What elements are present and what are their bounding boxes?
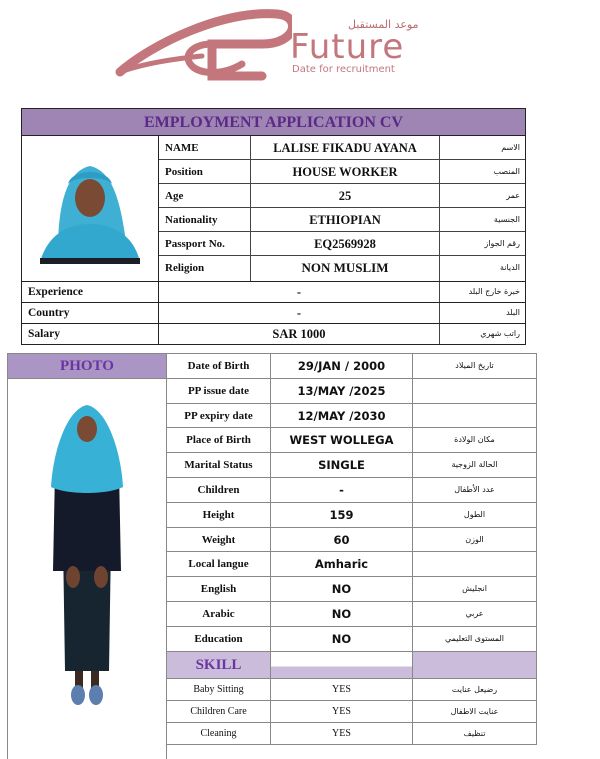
row-label: Arabic [167,602,271,626]
row-value: 13/MAY /2025 [271,379,413,403]
detail-row-weight [167,528,536,553]
row-value: NO [271,627,413,651]
row-arabic-label: الطول [463,509,486,519]
photo-header: PHOTO [8,354,166,379]
row-value: - [271,478,413,502]
skill-header: SKILL [167,652,271,678]
company-logo [112,4,452,88]
detail-row-height [167,503,536,528]
detail-row-pp-expiry-date [167,404,536,429]
details-table [7,353,537,759]
row-arabic-label: تاريخ الميلاد [455,361,494,370]
skill-arabic-label: رضيعل عنايت [451,684,498,694]
row-arabic-label: الوزن [465,534,484,544]
row-arabic-label: البلد [506,308,520,317]
row-label: Date of Birth [167,354,271,378]
row-value: - [159,303,440,323]
row-value: 60 [271,528,413,552]
headshot-portrait-icon [38,154,142,264]
row-label: Age [159,184,251,207]
row-label: Country [22,303,159,323]
row-label: Marital Status [167,453,271,477]
detail-row-children [167,478,536,503]
row-arabic-label: الجنسية [493,215,520,224]
logo-swirl-icon [112,4,292,88]
row-value: SINGLE [271,453,413,477]
skill-value: YES [271,723,413,744]
row-value: 159 [271,503,413,527]
row-arabic-label [413,404,536,428]
row-arabic-label [413,552,536,576]
cv-row-position [159,160,525,184]
cv-row-passport [159,232,525,256]
row-value: NO [271,577,413,601]
row-value: EQ2569928 [251,232,440,255]
row-value: ETHIOPIAN [251,208,440,231]
row-label: Height [167,503,271,527]
skill-row-children-care [167,701,536,723]
row-value: 12/MAY /2030 [271,404,413,428]
row-arabic-label: رقم الجواز [484,239,520,248]
cv-row-salary [22,323,525,344]
row-label: Salary [22,324,159,344]
row-value: Amharic [271,552,413,576]
row-arabic-label: خبرة خارج البلد [468,287,520,296]
row-value: LALISE FIKADU AYANA [251,136,440,159]
skill-header-row [167,652,536,679]
detail-row-local-language [167,552,536,577]
row-arabic-label: الاسم [501,143,520,152]
detail-row-arabic [167,602,536,627]
skill-header-spacer [413,652,536,678]
row-label: Religion [159,256,251,281]
detail-row-pp-issue-date [167,379,536,404]
skill-row-baby-sitting [167,679,536,701]
row-label: Position [159,160,251,183]
skill-row-cleaning [167,723,536,745]
row-arabic-label: المستوى التعليمي [444,633,505,643]
detail-row-place-of-birth [167,428,536,453]
row-label: Education [167,627,271,651]
cv-row-name [159,136,525,160]
skill-arabic-label: عنايت الاطفال [450,706,499,716]
row-arabic-label: عربي [465,608,484,618]
row-label: Local langue [167,552,271,576]
detail-row-date-of-birth [167,354,536,379]
cv-row-nationality [159,208,525,232]
detail-row-education [167,627,536,652]
cv-row-religion [159,256,525,281]
row-label: PP expiry date [167,404,271,428]
row-value: 29/JAN / 2000 [271,354,413,378]
row-label: Nationality [159,208,251,231]
row-label: Experience [22,282,159,302]
cv-row-country [22,302,525,323]
full-body-portrait-icon [47,401,127,711]
row-label: Weight [167,528,271,552]
skill-header-spacer [271,652,413,678]
skill-arabic-label: تنظيف [463,729,486,739]
skill-label: Children Care [167,701,271,722]
logo-arabic-name: موعد المستقبل [348,18,419,31]
row-label: NAME [159,136,251,159]
skill-value: YES [271,679,413,700]
row-label: Children [167,478,271,502]
row-arabic-label: راتب شهري [480,329,520,338]
logo-brand-text: Future [290,27,405,67]
row-arabic-label: الديانة [499,263,520,272]
row-arabic-label: انجليش [462,584,487,594]
full-photo-column [7,353,167,759]
row-label: Passport No. [159,232,251,255]
logo-tagline: Date for recruitment [292,64,395,75]
cv-row-experience [22,281,525,302]
row-arabic-label: الحالة الزوجية [451,460,498,470]
row-arabic-label [413,379,536,403]
skill-label: Cleaning [167,723,271,744]
headshot-photo [22,136,159,281]
skill-label: Baby Sitting [167,679,271,700]
row-arabic-label: عمر [506,191,520,200]
cv-row-age [159,184,525,208]
detail-row-marital-status [167,453,536,478]
row-label: English [167,577,271,601]
row-label: Place of Birth [167,428,271,452]
row-value: WEST WOLLEGA [271,428,413,452]
cv-title: EMPLOYMENT APPLICATION CV [22,109,525,136]
row-value: NO [271,602,413,626]
detail-row-english [167,577,536,602]
row-arabic-label: عدد الأطفال [454,484,495,494]
row-value: - [159,282,440,302]
row-value: HOUSE WORKER [251,160,440,183]
row-arabic-label: المنصب [493,167,520,176]
row-value: SAR 1000 [159,324,440,344]
row-label: PP issue date [167,379,271,403]
row-value: NON MUSLIM [251,256,440,281]
employment-cv-table [21,108,526,345]
skill-value: YES [271,701,413,722]
row-value: 25 [251,184,440,207]
full-body-photo [8,379,166,759]
row-arabic-label: مكان الولادة [454,435,495,445]
